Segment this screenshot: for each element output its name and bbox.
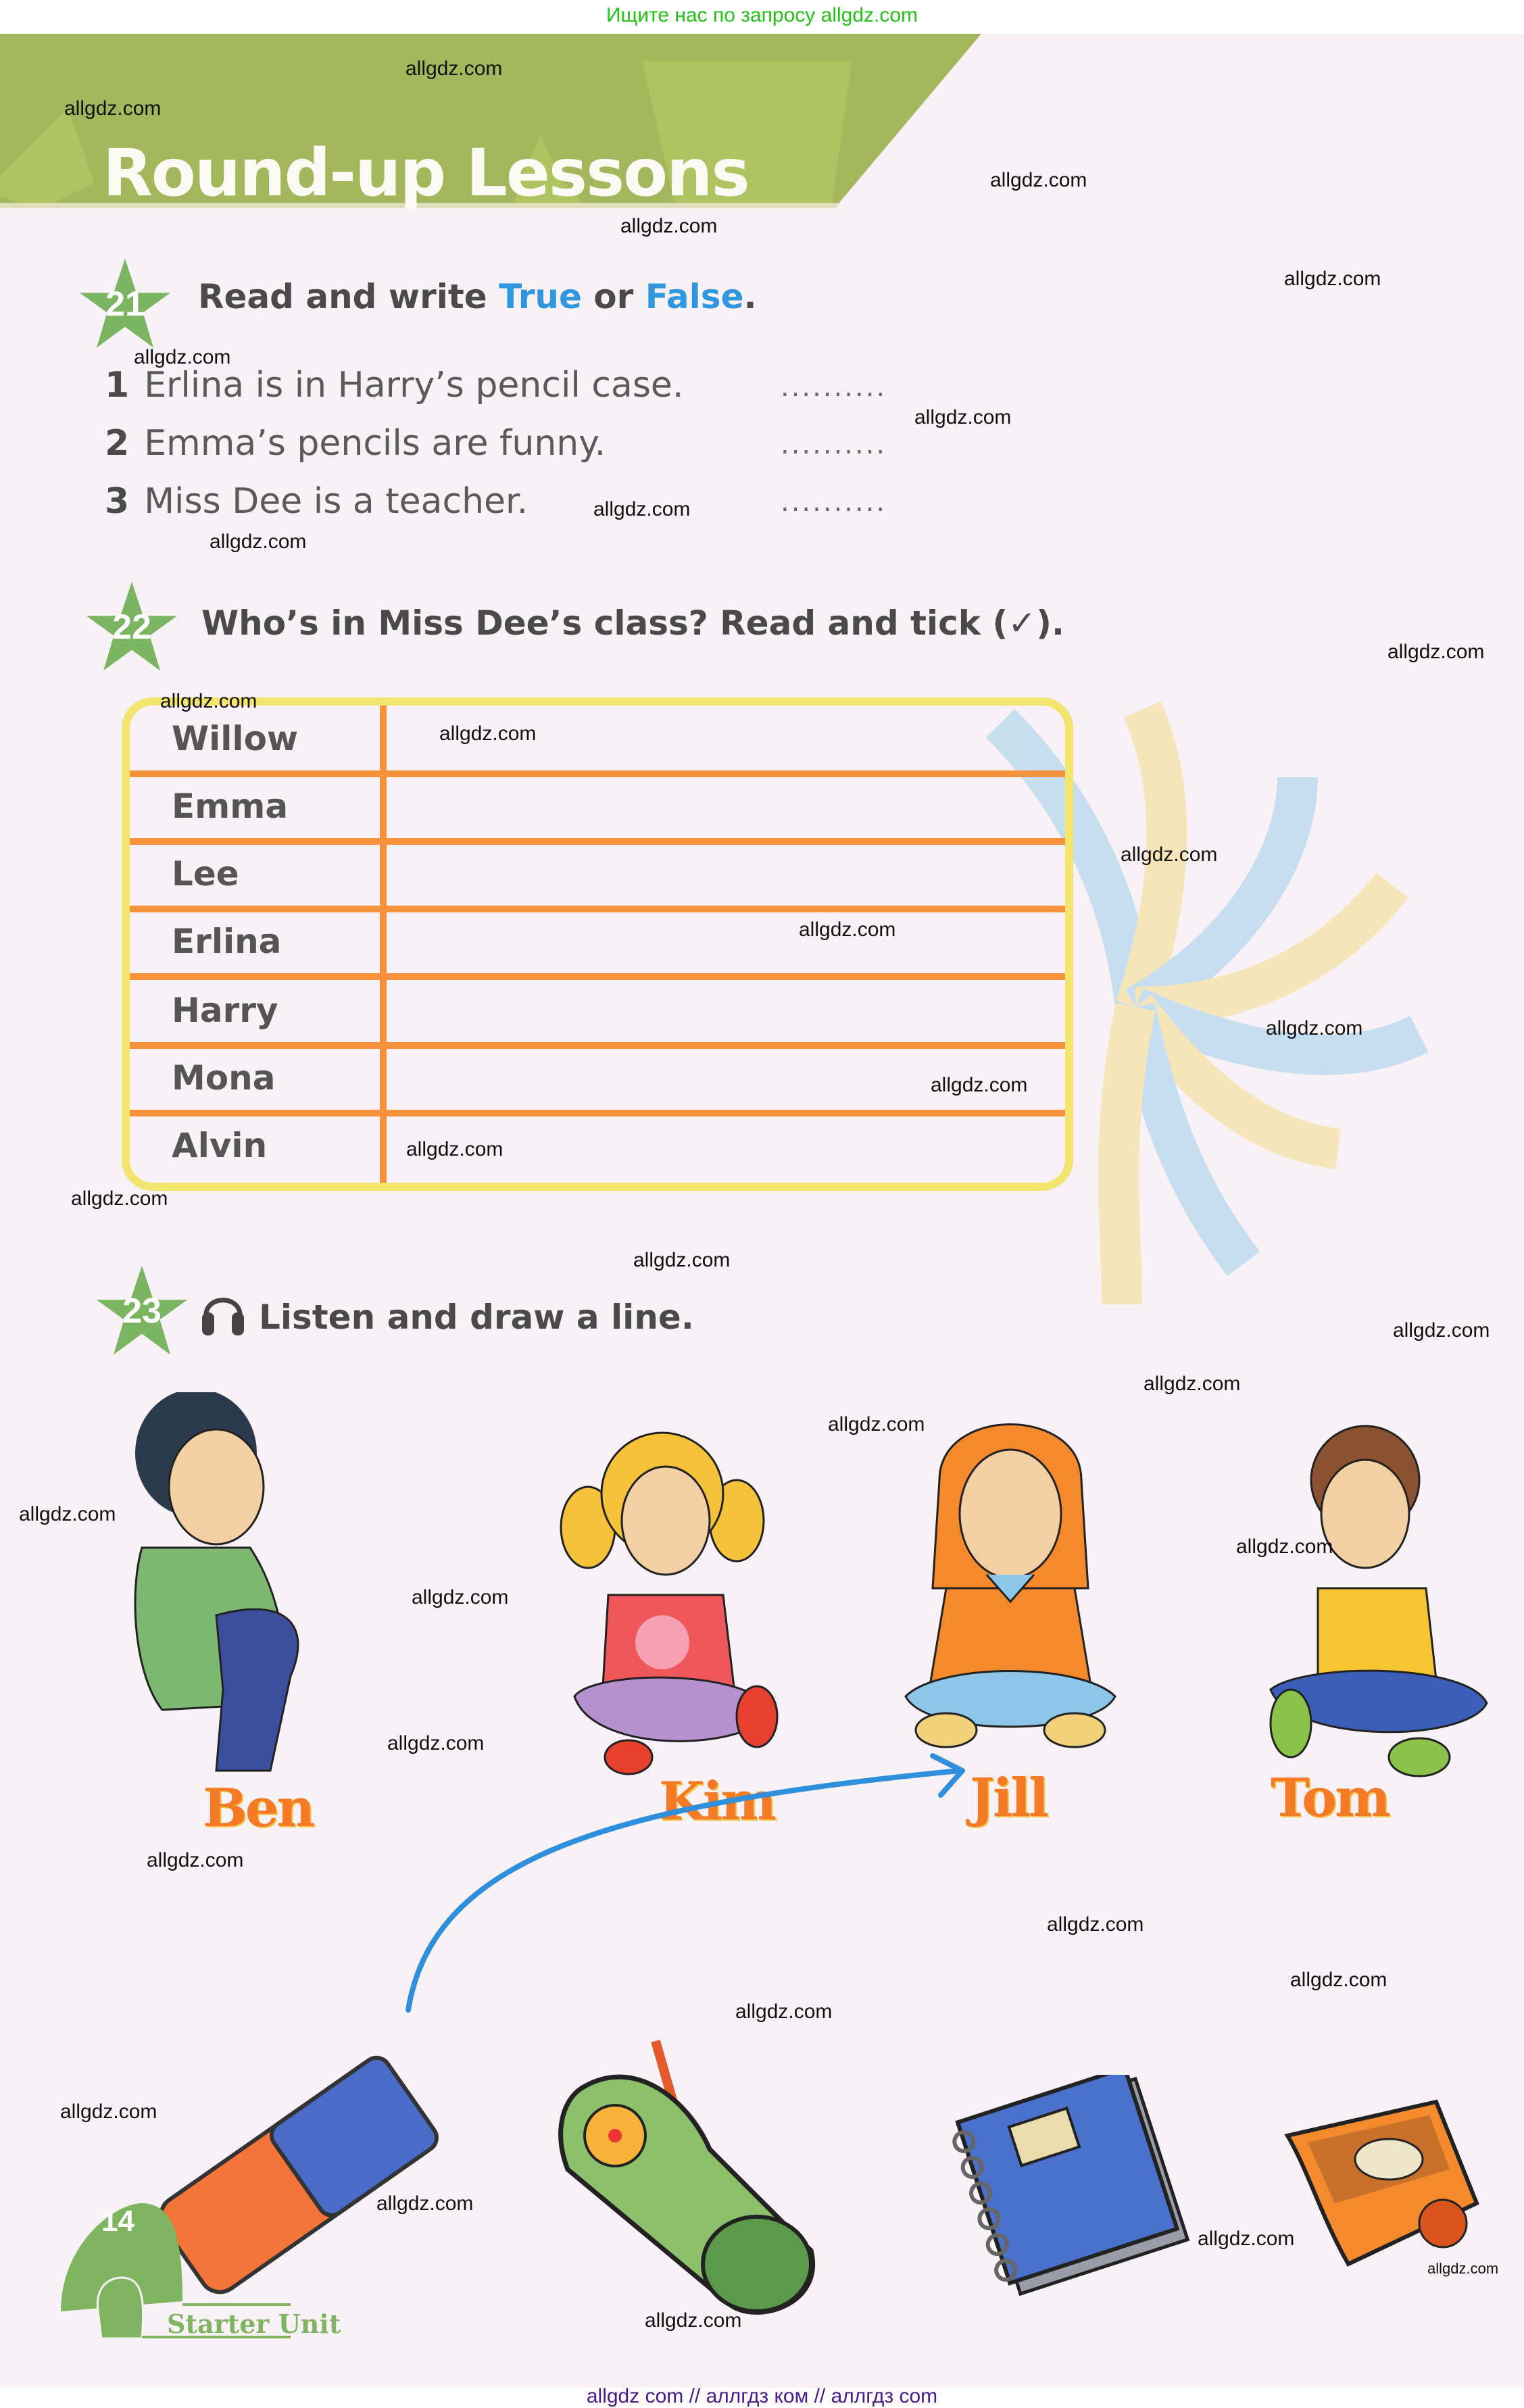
table-row-name: Lee bbox=[172, 854, 239, 893]
watermark-text: allgdz.com bbox=[160, 690, 257, 712]
watermark-text: allgdz.com bbox=[387, 1732, 485, 1754]
sharpener-illustration[interactable] bbox=[1281, 2095, 1483, 2278]
table-row-name: Erlina bbox=[172, 922, 282, 961]
textbook-page bbox=[0, 34, 1524, 2388]
top-watermark-strip bbox=[0, 0, 1524, 34]
watermark-text: allgdz.com bbox=[1387, 641, 1485, 663]
table-row-name: Mona bbox=[172, 1058, 276, 1098]
watermark-text: allgdz.com bbox=[405, 57, 503, 80]
watermark-text: allgdz.com bbox=[439, 722, 537, 745]
watermark-text: allgdz.com bbox=[19, 1503, 116, 1525]
exercise-22-badge: 22 bbox=[84, 580, 179, 674]
exercise-22-instruction: Who’s in Miss Dee’s class? Read and tick (✓). bbox=[201, 604, 1064, 643]
child-label-tom[interactable]: Tom bbox=[1271, 1767, 1389, 1829]
statement-1: 1 Erlina is in Harry’s pencil case. bbox=[105, 365, 684, 406]
child-label-jill[interactable]: Jill bbox=[970, 1767, 1047, 1829]
watermark-text: allgdz.com bbox=[210, 531, 307, 553]
watermark-text: allgdz.com bbox=[931, 1074, 1028, 1096]
exercise-21-instruction: Read and write True or False. bbox=[198, 277, 757, 316]
table-row-name: Emma bbox=[172, 787, 289, 826]
table-row-name: Harry bbox=[172, 991, 278, 1030]
watermark-text: allgdz.com bbox=[1144, 1373, 1241, 1395]
watermark-text: allgdz.com bbox=[1290, 1969, 1387, 1991]
watermark-text: allgdz.com bbox=[1236, 1535, 1333, 1558]
unit-label: Starter Unit bbox=[167, 2309, 341, 2339]
notebook-illustration[interactable] bbox=[950, 2075, 1206, 2298]
exercise-23-instruction: Listen and draw a line. bbox=[259, 1298, 694, 1337]
bottom-watermark-text: allgdz com // аллгдз ком // аллгдз com bbox=[586, 2385, 938, 2407]
child-label-kim[interactable]: Kim bbox=[659, 1771, 775, 1832]
watermark-text: allgdz.com bbox=[134, 346, 231, 368]
watermark-text: allgdz.com bbox=[1266, 1017, 1363, 1039]
page-title: Round-up Lessons bbox=[103, 135, 749, 211]
statement-3: 3 Miss Dee is a teacher. bbox=[105, 481, 529, 522]
statement-2: 2 Emma’s pencils are funny. bbox=[105, 423, 606, 464]
watermark-text: allgdz.com bbox=[71, 1187, 168, 1210]
watermark-text: allgdz.com bbox=[376, 2192, 474, 2215]
watermark-text: allgdz.com bbox=[633, 1249, 731, 1271]
watermark-text: allgdz.com bbox=[593, 498, 691, 520]
watermark-text: allgdz.com bbox=[735, 2000, 833, 2023]
watermark-text: allgdz.com bbox=[914, 406, 1012, 428]
watermark-text: allgdz.com bbox=[1427, 2260, 1499, 2277]
page-number: 14 bbox=[101, 2205, 134, 2238]
watermark-text: allgdz.com bbox=[412, 1586, 509, 1608]
watermark-text: allgdz.com bbox=[1121, 843, 1218, 866]
watermark-text: allgdz.com bbox=[645, 2309, 742, 2332]
table-row-name: Alvin bbox=[172, 1126, 268, 1165]
watermark-text: allgdz.com bbox=[60, 2100, 157, 2123]
watermark-text: allgdz.com bbox=[1047, 1913, 1144, 1936]
watermark-text: allgdz.com bbox=[828, 1413, 925, 1435]
watermark-text: allgdz.com bbox=[990, 169, 1087, 191]
false-word: False bbox=[645, 277, 744, 316]
exercise-21-badge: 21 bbox=[78, 257, 172, 351]
watermark-text: allgdz.com bbox=[1198, 2228, 1295, 2250]
watermark-text: allgdz.com bbox=[147, 1849, 244, 1871]
watermark-text: allgdz.com bbox=[64, 97, 162, 120]
watermark-text: allgdz.com bbox=[620, 215, 718, 237]
top-watermark-text: Ищите нас по запросу allgdz.com bbox=[606, 4, 918, 26]
bottom-watermark-strip bbox=[0, 2385, 1524, 2407]
watermark-text: allgdz.com bbox=[406, 1138, 503, 1160]
watermark-text: allgdz.com bbox=[1284, 268, 1381, 290]
true-word: True bbox=[499, 277, 582, 316]
answer-blank-3[interactable]: .......... bbox=[781, 487, 887, 518]
child-label-ben[interactable]: Ben bbox=[203, 1777, 314, 1839]
answer-blank-2[interactable]: .......... bbox=[781, 429, 887, 460]
table-row-name: Willow bbox=[172, 719, 299, 758]
exercise-23-badge: 23 bbox=[95, 1264, 189, 1358]
pencil-case-illustration[interactable] bbox=[541, 2034, 838, 2325]
watermark-text: allgdz.com bbox=[1393, 1319, 1490, 1342]
answer-blank-1[interactable]: .......... bbox=[781, 372, 887, 403]
watermark-text: allgdz.com bbox=[799, 918, 896, 941]
